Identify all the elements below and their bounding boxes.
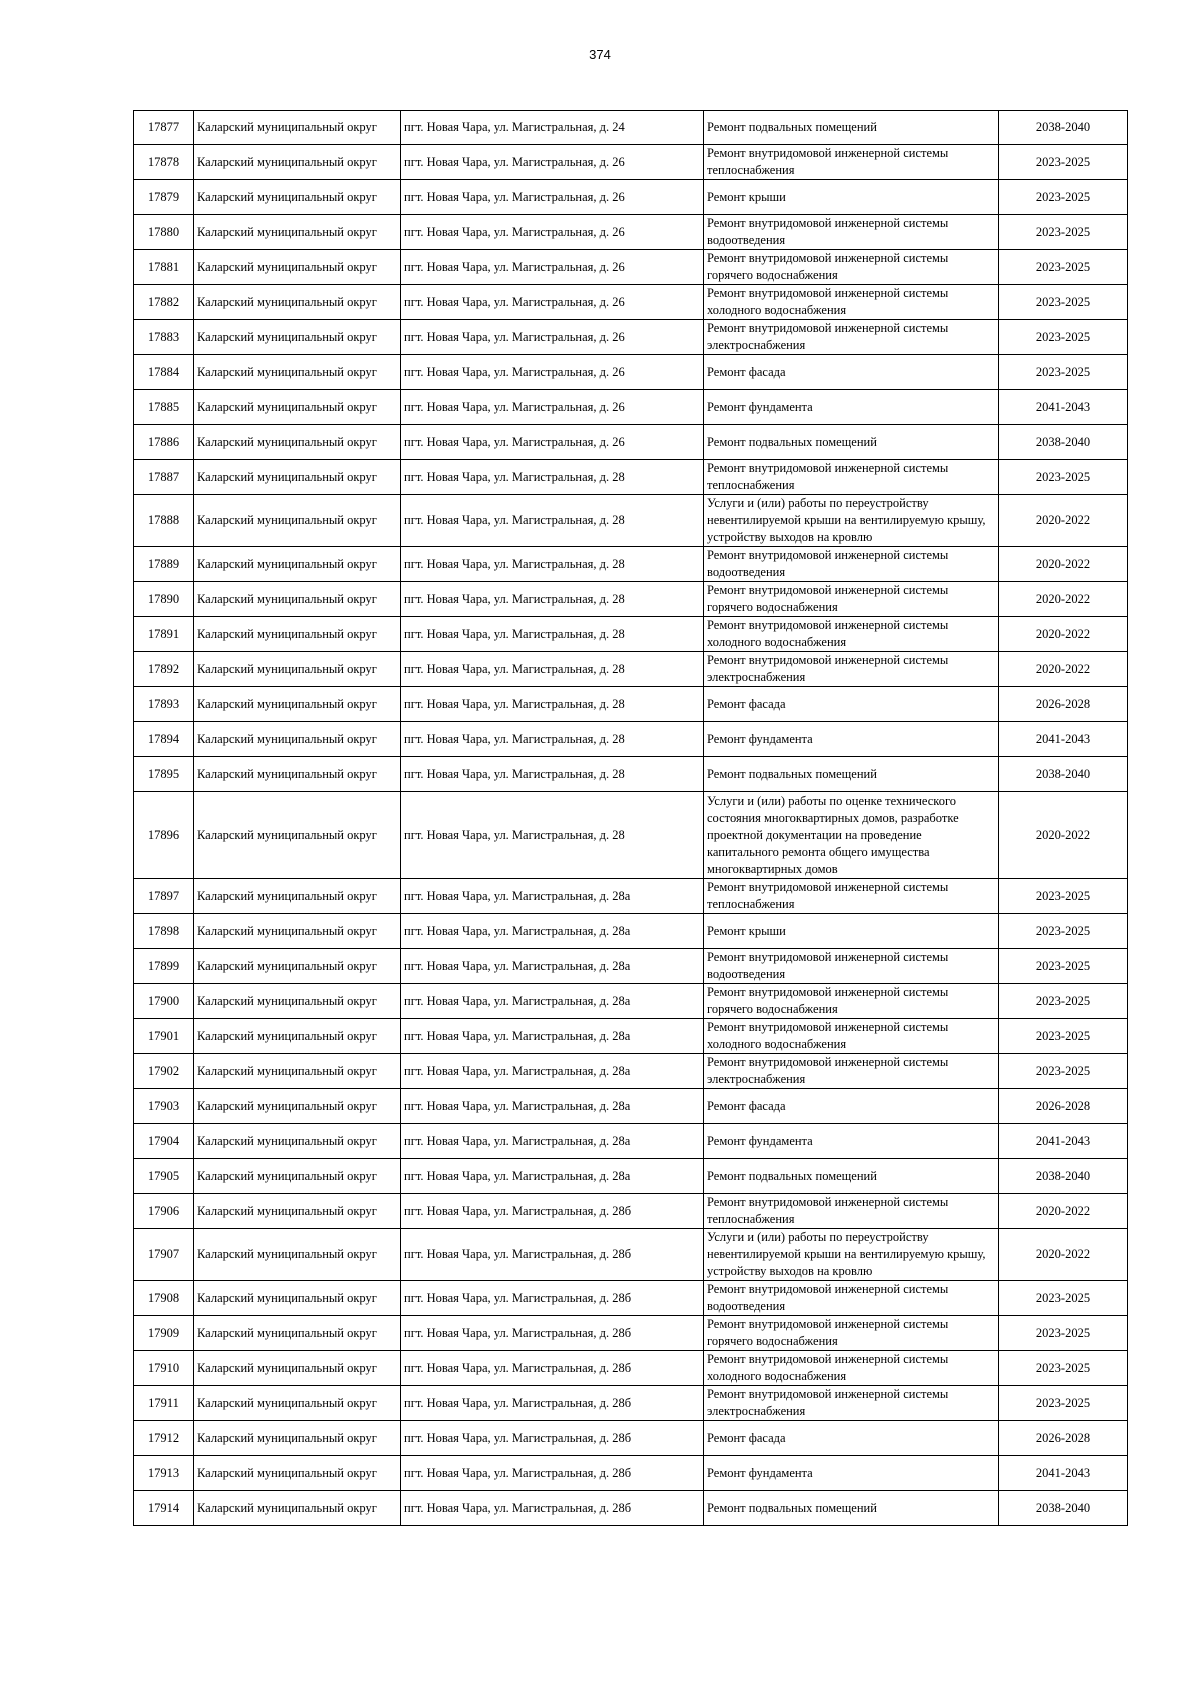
period-cell: 2023-2025 <box>999 355 1128 390</box>
work-type-cell: Ремонт фундамента <box>704 390 999 425</box>
address-cell: пгт. Новая Чара, ул. Магистральная, д. 28а <box>401 1089 704 1124</box>
row-number: 17888 <box>134 495 194 547</box>
district-cell: Каларский муниципальный округ <box>194 111 401 145</box>
table-row <box>134 1491 1128 1526</box>
work-type-cell: Ремонт внутридомовой инженерной системы водоотведения <box>704 1281 999 1316</box>
work-type-cell: Ремонт подвальных помещений <box>704 1491 999 1526</box>
district-cell: Каларский муниципальный округ <box>194 1019 401 1054</box>
table-row <box>134 425 1128 460</box>
table-row <box>134 879 1128 914</box>
table-row <box>134 1386 1128 1421</box>
table-row <box>134 1194 1128 1229</box>
district-cell: Каларский муниципальный округ <box>194 722 401 757</box>
row-number: 17878 <box>134 145 194 180</box>
work-type-cell: Ремонт фундамента <box>704 722 999 757</box>
period-cell: 2020-2022 <box>999 652 1128 687</box>
address-cell: пгт. Новая Чара, ул. Магистральная, д. 28б <box>401 1229 704 1281</box>
address-cell: пгт. Новая Чара, ул. Магистральная, д. 26 <box>401 250 704 285</box>
table-row <box>134 984 1128 1019</box>
table-row <box>134 320 1128 355</box>
table-row <box>134 1351 1128 1386</box>
address-cell: пгт. Новая Чара, ул. Магистральная, д. 26 <box>401 215 704 250</box>
work-type-cell: Ремонт внутридомовой инженерной системы водоотведения <box>704 547 999 582</box>
work-type-cell: Ремонт внутридомовой инженерной системы горячего водоснабжения <box>704 984 999 1019</box>
row-number: 17903 <box>134 1089 194 1124</box>
table-body <box>134 111 1128 1526</box>
address-cell: пгт. Новая Чара, ул. Магистральная, д. 28а <box>401 1019 704 1054</box>
period-cell: 2020-2022 <box>999 617 1128 652</box>
address-cell: пгт. Новая Чара, ул. Магистральная, д. 26 <box>401 425 704 460</box>
table-row <box>134 460 1128 495</box>
address-cell: пгт. Новая Чара, ул. Магистральная, д. 28б <box>401 1316 704 1351</box>
period-cell: 2023-2025 <box>999 320 1128 355</box>
table-row <box>134 111 1128 145</box>
period-cell: 2026-2028 <box>999 1421 1128 1456</box>
period-cell: 2023-2025 <box>999 914 1128 949</box>
address-cell: пгт. Новая Чара, ул. Магистральная, д. 28а <box>401 984 704 1019</box>
table-row <box>134 1281 1128 1316</box>
district-cell: Каларский муниципальный округ <box>194 582 401 617</box>
district-cell: Каларский муниципальный округ <box>194 879 401 914</box>
row-number: 17911 <box>134 1386 194 1421</box>
period-cell: 2041-2043 <box>999 1124 1128 1159</box>
period-cell: 2020-2022 <box>999 582 1128 617</box>
period-cell: 2023-2025 <box>999 1351 1128 1386</box>
address-cell: пгт. Новая Чара, ул. Магистральная, д. 28 <box>401 652 704 687</box>
row-number: 17896 <box>134 792 194 879</box>
district-cell: Каларский муниципальный округ <box>194 1124 401 1159</box>
district-cell: Каларский муниципальный округ <box>194 1089 401 1124</box>
period-cell: 2023-2025 <box>999 1386 1128 1421</box>
period-cell: 2038-2040 <box>999 425 1128 460</box>
address-cell: пгт. Новая Чара, ул. Магистральная, д. 28а <box>401 1124 704 1159</box>
address-cell: пгт. Новая Чара, ул. Магистральная, д. 28 <box>401 460 704 495</box>
table-row <box>134 1159 1128 1194</box>
work-type-cell: Ремонт внутридомовой инженерной системы теплоснабжения <box>704 145 999 180</box>
row-number: 17877 <box>134 111 194 145</box>
row-number: 17912 <box>134 1421 194 1456</box>
work-type-cell: Ремонт фасада <box>704 687 999 722</box>
work-type-cell: Ремонт подвальных помещений <box>704 425 999 460</box>
address-cell: пгт. Новая Чара, ул. Магистральная, д. 24 <box>401 111 704 145</box>
row-number: 17889 <box>134 547 194 582</box>
row-number: 17913 <box>134 1456 194 1491</box>
address-cell: пгт. Новая Чара, ул. Магистральная, д. 26 <box>401 145 704 180</box>
period-cell: 2023-2025 <box>999 1316 1128 1351</box>
district-cell: Каларский муниципальный округ <box>194 250 401 285</box>
work-type-cell: Ремонт фасада <box>704 1421 999 1456</box>
district-cell: Каларский муниципальный округ <box>194 1456 401 1491</box>
address-cell: пгт. Новая Чара, ул. Магистральная, д. 28 <box>401 687 704 722</box>
address-cell: пгт. Новая Чара, ул. Магистральная, д. 28а <box>401 949 704 984</box>
district-cell: Каларский муниципальный округ <box>194 390 401 425</box>
table-row <box>134 355 1128 390</box>
table-row <box>134 250 1128 285</box>
district-cell: Каларский муниципальный округ <box>194 687 401 722</box>
district-cell: Каларский муниципальный округ <box>194 914 401 949</box>
address-cell: пгт. Новая Чара, ул. Магистральная, д. 28б <box>401 1281 704 1316</box>
district-cell: Каларский муниципальный округ <box>194 460 401 495</box>
row-number: 17914 <box>134 1491 194 1526</box>
district-cell: Каларский муниципальный округ <box>194 215 401 250</box>
work-type-cell: Ремонт внутридомовой инженерной системы холодного водоснабжения <box>704 1351 999 1386</box>
period-cell: 2023-2025 <box>999 879 1128 914</box>
table-row <box>134 949 1128 984</box>
table-row <box>134 617 1128 652</box>
district-cell: Каларский муниципальный округ <box>194 355 401 390</box>
district-cell: Каларский муниципальный округ <box>194 1316 401 1351</box>
period-cell: 2023-2025 <box>999 984 1128 1019</box>
work-type-cell: Ремонт внутридомовой инженерной системы теплоснабжения <box>704 879 999 914</box>
address-cell: пгт. Новая Чара, ул. Магистральная, д. 28б <box>401 1194 704 1229</box>
period-cell: 2023-2025 <box>999 1054 1128 1089</box>
row-number: 17898 <box>134 914 194 949</box>
address-cell: пгт. Новая Чара, ул. Магистральная, д. 28б <box>401 1351 704 1386</box>
work-type-cell: Ремонт фундамента <box>704 1456 999 1491</box>
table-row <box>134 145 1128 180</box>
page-number: 374 <box>589 47 611 62</box>
period-cell: 2038-2040 <box>999 1159 1128 1194</box>
district-cell: Каларский муниципальный округ <box>194 1386 401 1421</box>
work-type-cell: Ремонт внутридомовой инженерной системы теплоснабжения <box>704 460 999 495</box>
repair-schedule-table <box>133 110 1128 1526</box>
period-cell: 2020-2022 <box>999 1194 1128 1229</box>
address-cell: пгт. Новая Чара, ул. Магистральная, д. 28а <box>401 914 704 949</box>
address-cell: пгт. Новая Чара, ул. Магистральная, д. 28 <box>401 722 704 757</box>
address-cell: пгт. Новая Чара, ул. Магистральная, д. 28б <box>401 1421 704 1456</box>
work-type-cell: Услуги и (или) работы по переустройству невентилируемой крыши на вентилируемую крышу, устройству выходов на кровлю <box>704 495 999 547</box>
work-type-cell: Ремонт крыши <box>704 180 999 215</box>
table-row <box>134 1229 1128 1281</box>
work-type-cell: Ремонт внутридомовой инженерной системы холодного водоснабжения <box>704 285 999 320</box>
district-cell: Каларский муниципальный округ <box>194 180 401 215</box>
work-type-cell: Ремонт внутридомовой инженерной системы холодного водоснабжения <box>704 617 999 652</box>
row-number: 17890 <box>134 582 194 617</box>
period-cell: 2023-2025 <box>999 1281 1128 1316</box>
table-row <box>134 547 1128 582</box>
address-cell: пгт. Новая Чара, ул. Магистральная, д. 26 <box>401 320 704 355</box>
district-cell: Каларский муниципальный округ <box>194 757 401 792</box>
address-cell: пгт. Новая Чара, ул. Магистральная, д. 26 <box>401 285 704 320</box>
period-cell: 2023-2025 <box>999 145 1128 180</box>
district-cell: Каларский муниципальный округ <box>194 1421 401 1456</box>
work-type-cell: Ремонт фасада <box>704 355 999 390</box>
row-number: 17885 <box>134 390 194 425</box>
address-cell: пгт. Новая Чара, ул. Магистральная, д. 28а <box>401 1159 704 1194</box>
period-cell: 2041-2043 <box>999 390 1128 425</box>
work-type-cell: Ремонт внутридомовой инженерной системы теплоснабжения <box>704 1194 999 1229</box>
address-cell: пгт. Новая Чара, ул. Магистральная, д. 26 <box>401 355 704 390</box>
district-cell: Каларский муниципальный округ <box>194 320 401 355</box>
period-cell: 2020-2022 <box>999 547 1128 582</box>
district-cell: Каларский муниципальный округ <box>194 1194 401 1229</box>
table-row <box>134 757 1128 792</box>
row-number: 17906 <box>134 1194 194 1229</box>
address-cell: пгт. Новая Чара, ул. Магистральная, д. 28 <box>401 547 704 582</box>
period-cell: 2020-2022 <box>999 495 1128 547</box>
period-cell: 2038-2040 <box>999 1491 1128 1526</box>
district-cell: Каларский муниципальный округ <box>194 984 401 1019</box>
address-cell: пгт. Новая Чара, ул. Магистральная, д. 28б <box>401 1491 704 1526</box>
period-cell: 2023-2025 <box>999 215 1128 250</box>
period-cell: 2023-2025 <box>999 250 1128 285</box>
table-row <box>134 687 1128 722</box>
address-cell: пгт. Новая Чара, ул. Магистральная, д. 28 <box>401 757 704 792</box>
row-number: 17891 <box>134 617 194 652</box>
period-cell: 2038-2040 <box>999 757 1128 792</box>
work-type-cell: Ремонт внутридомовой инженерной системы водоотведения <box>704 949 999 984</box>
period-cell: 2038-2040 <box>999 111 1128 145</box>
work-type-cell: Ремонт подвальных помещений <box>704 1159 999 1194</box>
period-cell: 2020-2022 <box>999 1229 1128 1281</box>
row-number: 17894 <box>134 722 194 757</box>
row-number: 17895 <box>134 757 194 792</box>
period-cell: 2026-2028 <box>999 1089 1128 1124</box>
address-cell: пгт. Новая Чара, ул. Магистральная, д. 28а <box>401 879 704 914</box>
address-cell: пгт. Новая Чара, ул. Магистральная, д. 28а <box>401 1054 704 1089</box>
table-row <box>134 1054 1128 1089</box>
district-cell: Каларский муниципальный округ <box>194 1054 401 1089</box>
table-row <box>134 390 1128 425</box>
work-type-cell: Ремонт подвальных помещений <box>704 757 999 792</box>
address-cell: пгт. Новая Чара, ул. Магистральная, д. 28б <box>401 1456 704 1491</box>
table-row <box>134 215 1128 250</box>
work-type-cell: Ремонт внутридомовой инженерной системы горячего водоснабжения <box>704 250 999 285</box>
period-cell: 2023-2025 <box>999 949 1128 984</box>
district-cell: Каларский муниципальный округ <box>194 1491 401 1526</box>
row-number: 17907 <box>134 1229 194 1281</box>
table-row <box>134 1124 1128 1159</box>
work-type-cell: Ремонт внутридомовой инженерной системы водоотведения <box>704 215 999 250</box>
period-cell: 2041-2043 <box>999 722 1128 757</box>
row-number: 17910 <box>134 1351 194 1386</box>
row-number: 17900 <box>134 984 194 1019</box>
row-number: 17882 <box>134 285 194 320</box>
address-cell: пгт. Новая Чара, ул. Магистральная, д. 28 <box>401 617 704 652</box>
work-type-cell: Ремонт фасада <box>704 1089 999 1124</box>
work-type-cell: Ремонт внутридомовой инженерной системы горячего водоснабжения <box>704 582 999 617</box>
district-cell: Каларский муниципальный округ <box>194 1281 401 1316</box>
period-cell: 2020-2022 <box>999 792 1128 879</box>
district-cell: Каларский муниципальный округ <box>194 1351 401 1386</box>
work-type-cell: Услуги и (или) работы по переустройству невентилируемой крыши на вентилируемую крышу, устройству выходов на кровлю <box>704 1229 999 1281</box>
table-row <box>134 722 1128 757</box>
table-row <box>134 180 1128 215</box>
district-cell: Каларский муниципальный округ <box>194 425 401 460</box>
work-type-cell: Ремонт внутридомовой инженерной системы электроснабжения <box>704 1386 999 1421</box>
row-number: 17897 <box>134 879 194 914</box>
period-cell: 2041-2043 <box>999 1456 1128 1491</box>
row-number: 17883 <box>134 320 194 355</box>
address-cell: пгт. Новая Чара, ул. Магистральная, д. 28б <box>401 1386 704 1421</box>
work-type-cell: Ремонт крыши <box>704 914 999 949</box>
address-cell: пгт. Новая Чара, ул. Магистральная, д. 28 <box>401 582 704 617</box>
work-type-cell: Ремонт внутридомовой инженерной системы электроснабжения <box>704 1054 999 1089</box>
row-number: 17884 <box>134 355 194 390</box>
district-cell: Каларский муниципальный округ <box>194 652 401 687</box>
row-number: 17904 <box>134 1124 194 1159</box>
period-cell: 2023-2025 <box>999 1019 1128 1054</box>
table-row <box>134 914 1128 949</box>
row-number: 17905 <box>134 1159 194 1194</box>
work-type-cell: Ремонт внутридомовой инженерной системы электроснабжения <box>704 320 999 355</box>
row-number: 17892 <box>134 652 194 687</box>
table-row <box>134 495 1128 547</box>
row-number: 17909 <box>134 1316 194 1351</box>
work-type-cell: Ремонт подвальных помещений <box>704 111 999 145</box>
table-row <box>134 1089 1128 1124</box>
district-cell: Каларский муниципальный округ <box>194 617 401 652</box>
table-row <box>134 1421 1128 1456</box>
row-number: 17901 <box>134 1019 194 1054</box>
period-cell: 2023-2025 <box>999 180 1128 215</box>
district-cell: Каларский муниципальный округ <box>194 792 401 879</box>
work-type-cell: Ремонт внутридомовой инженерной системы электроснабжения <box>704 652 999 687</box>
district-cell: Каларский муниципальный округ <box>194 949 401 984</box>
district-cell: Каларский муниципальный округ <box>194 1229 401 1281</box>
work-type-cell: Услуги и (или) работы по оценке технического состояния многоквартирных домов, разработке проектной документации на проведение капитального ремонта общего имущества многоквартирных домов <box>704 792 999 879</box>
row-number: 17899 <box>134 949 194 984</box>
address-cell: пгт. Новая Чара, ул. Магистральная, д. 26 <box>401 390 704 425</box>
table-row <box>134 1019 1128 1054</box>
period-cell: 2023-2025 <box>999 285 1128 320</box>
district-cell: Каларский муниципальный округ <box>194 145 401 180</box>
table-row <box>134 582 1128 617</box>
row-number: 17886 <box>134 425 194 460</box>
period-cell: 2026-2028 <box>999 687 1128 722</box>
row-number: 17879 <box>134 180 194 215</box>
district-cell: Каларский муниципальный округ <box>194 1159 401 1194</box>
district-cell: Каларский муниципальный округ <box>194 285 401 320</box>
address-cell: пгт. Новая Чара, ул. Магистральная, д. 28 <box>401 792 704 879</box>
work-type-cell: Ремонт внутридомовой инженерной системы холодного водоснабжения <box>704 1019 999 1054</box>
table-row <box>134 792 1128 879</box>
work-type-cell: Ремонт внутридомовой инженерной системы горячего водоснабжения <box>704 1316 999 1351</box>
work-type-cell: Ремонт фундамента <box>704 1124 999 1159</box>
row-number: 17887 <box>134 460 194 495</box>
row-number: 17902 <box>134 1054 194 1089</box>
table-row <box>134 1316 1128 1351</box>
period-cell: 2023-2025 <box>999 460 1128 495</box>
row-number: 17881 <box>134 250 194 285</box>
district-cell: Каларский муниципальный округ <box>194 495 401 547</box>
table-row <box>134 1456 1128 1491</box>
table-row <box>134 285 1128 320</box>
row-number: 17893 <box>134 687 194 722</box>
row-number: 17908 <box>134 1281 194 1316</box>
address-cell: пгт. Новая Чара, ул. Магистральная, д. 28 <box>401 495 704 547</box>
row-number: 17880 <box>134 215 194 250</box>
address-cell: пгт. Новая Чара, ул. Магистральная, д. 26 <box>401 180 704 215</box>
table-row <box>134 652 1128 687</box>
district-cell: Каларский муниципальный округ <box>194 547 401 582</box>
